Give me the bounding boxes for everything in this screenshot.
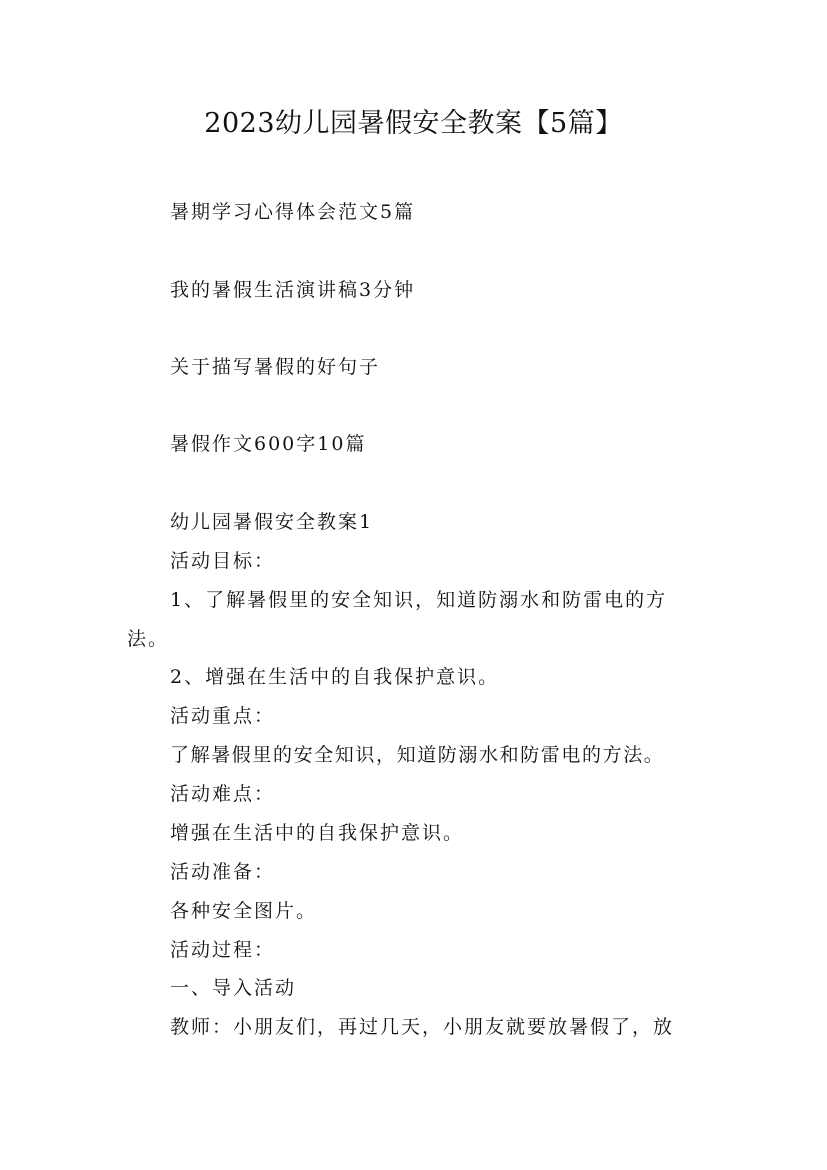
- body-line: 活动难点：: [170, 783, 276, 805]
- related-link-2[interactable]: 我的暑假生活演讲稿3分钟: [170, 279, 416, 301]
- section-heading: 幼儿园暑假安全教案1: [170, 511, 374, 533]
- body-line: 了解暑假里的安全知识，知道防溺水和防雷电的方法。: [170, 744, 665, 766]
- body-line: 增强在生活中的自我保护意识。: [170, 822, 465, 844]
- body-line: 1、了解暑假里的安全知识，知道防溺水和防雷电的方: [170, 589, 668, 611]
- body-line: 活动重点：: [170, 705, 276, 727]
- body-line: 法。: [127, 628, 170, 650]
- body-line: 活动过程：: [170, 939, 276, 961]
- body-line: 活动准备：: [170, 861, 276, 883]
- related-link-1[interactable]: 暑期学习心得体会范文5篇: [170, 201, 416, 223]
- related-link-4[interactable]: 暑假作文600字10篇: [170, 433, 367, 455]
- body-line: 活动目标：: [170, 550, 276, 572]
- body-line: 一、导入活动: [170, 977, 297, 999]
- body-line: 2、增强在生活中的自我保护意识。: [170, 666, 500, 688]
- body-line: 教师：小朋友们，再过几天，小朋友就要放暑假了，放: [170, 1016, 675, 1038]
- related-link-3[interactable]: 关于描写暑假的好句子: [170, 356, 381, 378]
- document-title: 2023幼儿园暑假安全教案【5篇】: [204, 108, 623, 139]
- body-line: 各种安全图片。: [170, 900, 318, 922]
